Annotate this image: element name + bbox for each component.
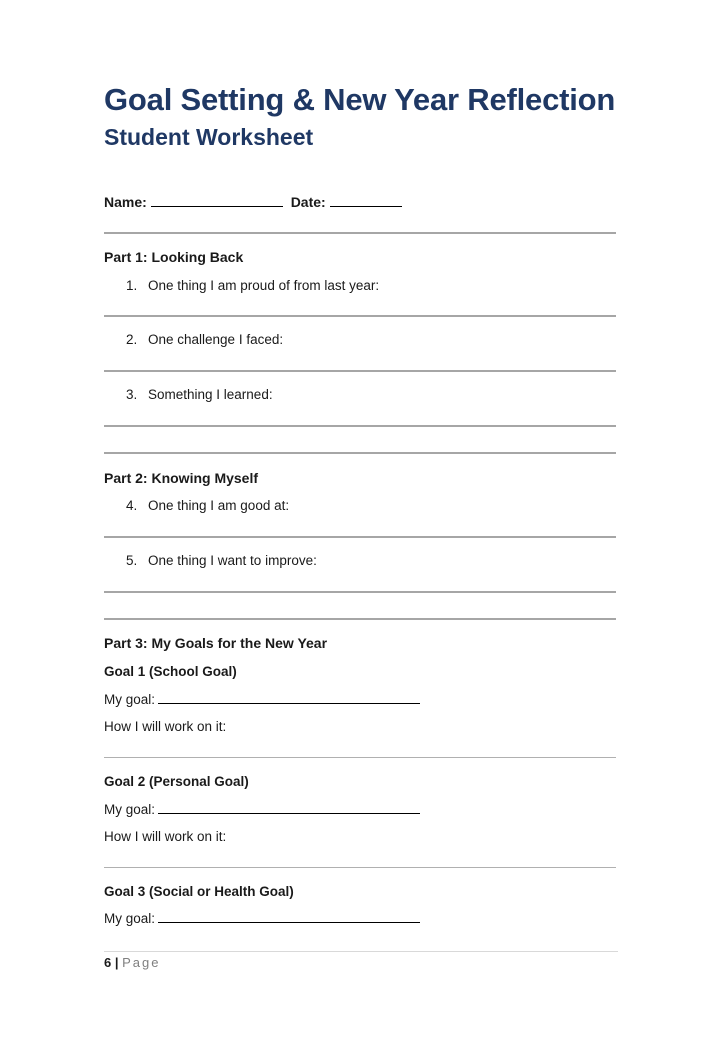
item-number: 5. <box>126 553 138 568</box>
footer-divider <box>104 951 618 952</box>
answer-line <box>104 757 616 758</box>
goal-2-title: Goal 2 (Personal Goal) <box>104 774 249 789</box>
my-goal-label: My goal: <box>104 692 156 707</box>
part2-heading: Part 2: Knowing Myself <box>104 470 259 486</box>
my-goal-blank-line <box>158 813 420 814</box>
part1-item-2 <box>126 332 283 347</box>
part1-heading: Part 1: Looking Back <box>104 249 244 265</box>
my-goal-label: My goal: <box>104 802 156 817</box>
page-footer <box>104 955 161 970</box>
date-blank-line <box>330 206 402 207</box>
goal-1-how-label: How I will work on it: <box>104 719 227 734</box>
name-label: Name: <box>104 194 147 210</box>
goal-3-my-goal <box>104 911 420 926</box>
page-word: Page <box>122 955 161 970</box>
item-text: One challenge I faced: <box>148 332 284 347</box>
answer-line <box>104 425 616 427</box>
answer-line <box>104 315 616 317</box>
item-number: 4. <box>126 498 138 513</box>
goal-1-title: Goal 1 (School Goal) <box>104 664 237 679</box>
name-blank-line <box>151 206 283 207</box>
part2-item-5 <box>126 553 317 568</box>
worksheet-subtitle: Student Worksheet <box>104 124 314 150</box>
item-text: One thing I am proud of from last year: <box>148 278 380 293</box>
date-label: Date: <box>290 194 326 210</box>
part1-item-1 <box>126 278 379 293</box>
item-number: 1. <box>126 278 138 293</box>
goal-3-title: Goal 3 (Social or Health Goal) <box>104 884 294 899</box>
name-date-row <box>104 194 402 210</box>
section-divider <box>104 618 616 620</box>
answer-line <box>104 370 616 372</box>
item-number: 2. <box>126 332 138 347</box>
my-goal-blank-line <box>158 703 420 704</box>
page-separator: | <box>114 955 119 970</box>
item-number: 3. <box>126 387 138 402</box>
item-text: One thing I want to improve: <box>148 553 317 568</box>
part1-item-3 <box>126 387 273 402</box>
item-text: Something I learned: <box>148 387 273 402</box>
section-divider <box>104 452 616 454</box>
part2-item-4 <box>126 498 289 513</box>
my-goal-label: My goal: <box>104 911 156 926</box>
worksheet-title: Goal Setting & New Year Reflection <box>104 82 616 117</box>
goal-2-my-goal <box>104 802 420 817</box>
section-divider <box>104 232 616 234</box>
goal-2-how-label: How I will work on it: <box>104 829 227 844</box>
my-goal-blank-line <box>158 922 420 923</box>
item-text: One thing I am good at: <box>148 498 290 513</box>
page-number: 6 <box>104 955 112 970</box>
answer-line <box>104 591 616 593</box>
answer-line <box>104 536 616 538</box>
part3-heading: Part 3: My Goals for the New Year <box>104 635 328 651</box>
goal-1-my-goal <box>104 692 420 707</box>
answer-line <box>104 867 616 868</box>
